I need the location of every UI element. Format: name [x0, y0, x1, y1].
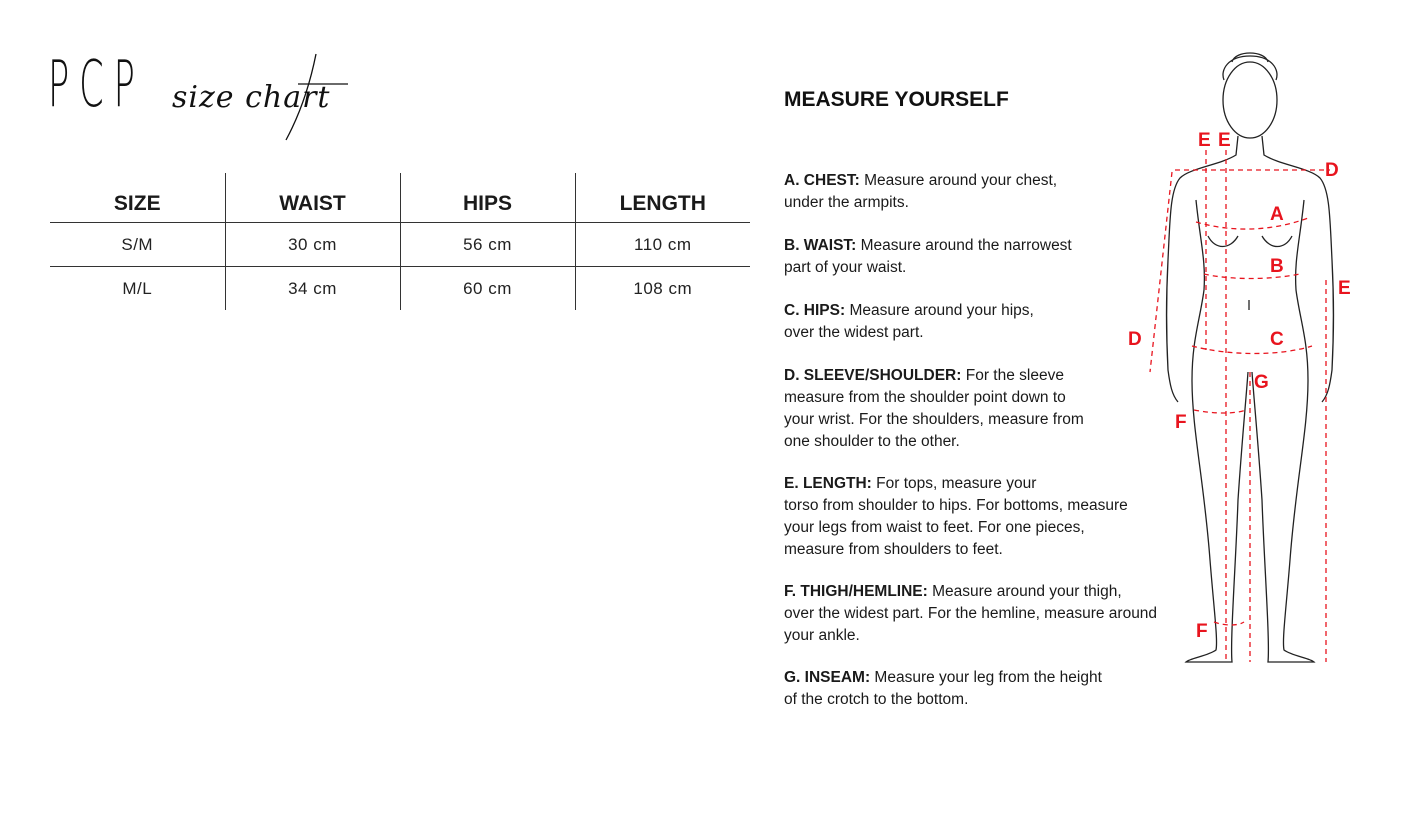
- instruction-text: measure from the shoulder point down to: [784, 389, 1066, 406]
- cell-size: M/L: [122, 278, 153, 298]
- instruction-text: Measure around your thigh,: [927, 583, 1122, 600]
- instruction-text: your wrist. For the shoulders, measure from: [784, 411, 1084, 428]
- brand-logo: [48, 44, 368, 144]
- figure-chest-left: [1208, 236, 1238, 247]
- instruction-text: over the widest part.: [784, 324, 924, 341]
- cell-length: 108 cm: [575, 267, 750, 311]
- cell-waist: 30 cm: [225, 223, 400, 267]
- cell-size: S/M: [50, 223, 225, 267]
- figure-label-e: E: [1338, 278, 1351, 299]
- logo-tagline: size chart: [172, 80, 331, 115]
- instruction-text: your ankle.: [784, 627, 860, 644]
- figure-left-arm: [1167, 136, 1239, 402]
- instruction-text: measure from shoulders to feet.: [784, 541, 1003, 558]
- body-measurement-figure: [1120, 40, 1380, 680]
- figure-label-d: D: [1128, 329, 1142, 350]
- logo-flourish-icon: [48, 44, 368, 144]
- figure-label-f: F: [1196, 621, 1208, 642]
- figure-label-f: F: [1175, 412, 1187, 433]
- figure-head: [1223, 62, 1277, 138]
- measure-line-sleeve: [1150, 172, 1172, 372]
- measure-line-chest: [1196, 218, 1308, 229]
- header-size: SIZE: [50, 173, 225, 223]
- instruction-text: over the widest part. For the hemline, measure around: [784, 605, 1158, 622]
- figure-label-e: E: [1218, 130, 1231, 151]
- instruction-label: D. SLEEVE/SHOULDER:: [784, 367, 962, 384]
- measure-line-ankle: [1214, 622, 1244, 625]
- table-row: [50, 267, 750, 311]
- figure-label-b: B: [1270, 256, 1284, 277]
- instruction-label: G. INSEAM:: [784, 669, 871, 686]
- cell-waist: 34 cm: [225, 267, 400, 311]
- instruction-label: A. CHEST:: [784, 172, 860, 189]
- figure-label-c: C: [1270, 329, 1284, 350]
- instruction-text: under the armpits.: [784, 194, 909, 211]
- size-table: [50, 173, 750, 310]
- header-waist: WAIST: [225, 173, 400, 223]
- instruction-text: torso from shoulder to hips. For bottoms, measure: [784, 497, 1128, 514]
- figure-label-d: D: [1325, 160, 1339, 181]
- instruction-label: F. THIGH/HEMLINE:: [784, 583, 928, 600]
- cell-length: 110 cm: [575, 223, 750, 267]
- cell-hips: 60 cm: [400, 267, 575, 311]
- instruction-text: part of your waist.: [784, 259, 907, 276]
- figure-label-g: G: [1254, 372, 1269, 393]
- table-row: [50, 223, 750, 267]
- instruction-text: Measure around your chest,: [859, 172, 1058, 189]
- figure-chest-right: [1262, 236, 1292, 247]
- cell-hips: 56 cm: [400, 223, 575, 267]
- instruction-label: C. HIPS:: [784, 302, 846, 319]
- instruction-text: For tops, measure your: [871, 475, 1037, 492]
- instruction-text: Measure around your hips,: [845, 302, 1034, 319]
- instruction-text: For the sleeve: [961, 367, 1064, 384]
- measure-line-hips: [1192, 346, 1312, 354]
- measure-line-thigh: [1194, 410, 1246, 413]
- instruction-text: your legs from waist to feet. For one pieces,: [784, 519, 1085, 536]
- header-length: LENGTH: [575, 173, 750, 223]
- instruction-text: of the crotch to the bottom.: [784, 691, 969, 708]
- logo-brand-text: PCP: [48, 48, 145, 122]
- figure-left-leg: [1186, 200, 1248, 662]
- figure-label-e: E: [1198, 130, 1211, 151]
- instruction-text: Measure your leg from the height: [870, 669, 1102, 686]
- size-table-header-row: [50, 173, 750, 223]
- instruction-text: Measure around the narrowest: [856, 237, 1072, 254]
- measure-title: MEASURE YOURSELF: [784, 88, 1009, 111]
- figure-hair: [1223, 56, 1277, 80]
- instruction-text: one shoulder to the other.: [784, 433, 960, 450]
- measure-line-waist: [1204, 274, 1300, 279]
- instruction-label: E. LENGTH:: [784, 475, 872, 492]
- header-hips: HIPS: [400, 173, 575, 223]
- figure-label-a: A: [1270, 204, 1284, 225]
- instruction-label: B. WAIST:: [784, 237, 857, 254]
